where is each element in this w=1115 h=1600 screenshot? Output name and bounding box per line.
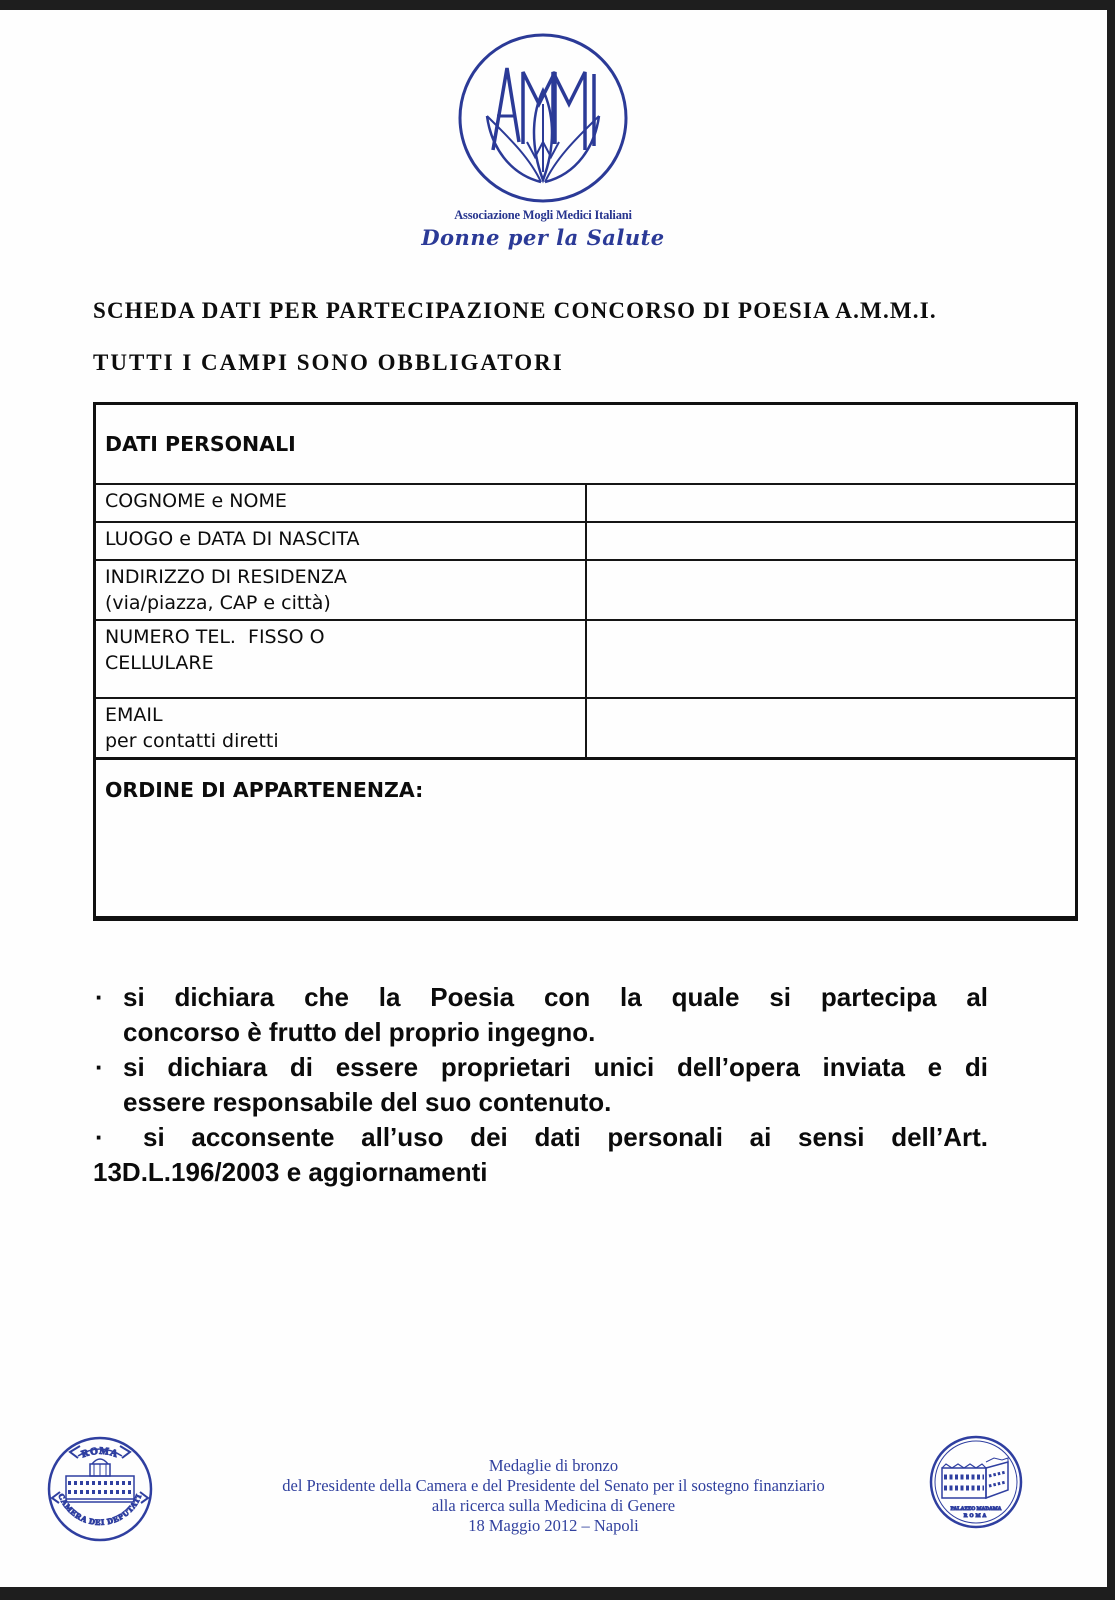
declaration-line: essere responsabile del suo contenuto. (123, 1087, 612, 1117)
declaration-line: · si acconsente all’uso dei dati personali ai sensi dell’Art. (95, 1122, 988, 1152)
ordine-label: ORDINE DI APPARTENENZA: (105, 777, 424, 802)
row-value-cell (586, 698, 1077, 759)
table-row-email (95, 698, 1077, 759)
svg-text:PALAZZO MADAMA: PALAZZO MADAMA (950, 1506, 1002, 1512)
table-row-cognome (95, 484, 1077, 522)
document-page (0, 10, 1107, 1587)
document-title: SCHEDA DATI PER PARTECIPAZIONE CONCORSO DI POESIA A.M.M.I. (93, 298, 937, 323)
declaration-line: 13D.L.196/2003 e aggiornamenti (93, 1157, 488, 1187)
table-header-row (95, 404, 1077, 484)
row-label: NUMERO TEL. FISSO O (105, 625, 325, 648)
footer-caption-line: del Presidente della Camera e del Presidente del Senato per il sostegno finanziario (282, 1476, 825, 1495)
declaration-line: · si dichiara di essere proprietari unici dell’opera inviata e di (95, 1052, 988, 1082)
row-value-cell (586, 620, 1077, 698)
table-row-telefono (95, 620, 1077, 698)
bullet-icon: · (95, 1122, 104, 1152)
footer-caption-line: 18 Maggio 2012 – Napoli (468, 1516, 639, 1535)
table-row-luogo-nascita (95, 522, 1077, 560)
bullet-icon: · (95, 982, 104, 1012)
row-label-line2: CELLULARE (105, 651, 214, 674)
logo-block (393, 32, 693, 250)
row-label: LUOGO e DATA DI NASCITA (105, 527, 360, 550)
table-row-ordine (95, 758, 1077, 918)
document-subtitle: TUTTI I CAMPI SONO OBBLIGATORI (93, 350, 564, 375)
row-label-line2: per contatti diretti (105, 729, 279, 752)
row-label-line2: (via/piazza, CAP e città) (105, 591, 331, 614)
svg-text:ROMA: ROMA (80, 1445, 120, 1461)
org-tagline: Donne per la Salute (421, 225, 665, 250)
table-row-indirizzo (95, 560, 1077, 620)
personal-data-table (93, 402, 1078, 921)
declarations-block (93, 980, 988, 1190)
table-header-label: DATI PERSONALI (105, 431, 296, 456)
row-value-cell (586, 522, 1077, 560)
bullet-icon: · (95, 1052, 104, 1082)
row-label: EMAIL (105, 703, 163, 726)
row-label: COGNOME e NOME (105, 489, 287, 512)
org-name: Associazione Mogli Medici Italiani (454, 208, 632, 222)
svg-text:ROMA: ROMA (963, 1513, 989, 1519)
declaration-line: · si dichiara che la Poesia con la quale si partecipa al (95, 982, 989, 1012)
row-label: INDIRIZZO DI RESIDENZA (105, 565, 347, 588)
footer-caption-line: Medaglie di bronzo (488, 1456, 619, 1475)
footer-caption-line: alla ricerca sulla Medicina di Genere (431, 1496, 676, 1515)
declaration-line: concorso è frutto del proprio ingegno. (123, 1017, 596, 1047)
row-value-cell (586, 484, 1077, 522)
ammi-logo-icon (457, 32, 629, 204)
palazzo-madama-seal-icon (928, 1434, 1024, 1530)
row-value-cell (586, 560, 1077, 620)
svg-text:CAMERA DEI DEPUTATI: CAMERA DEI DEPUTATI (56, 1492, 144, 1527)
